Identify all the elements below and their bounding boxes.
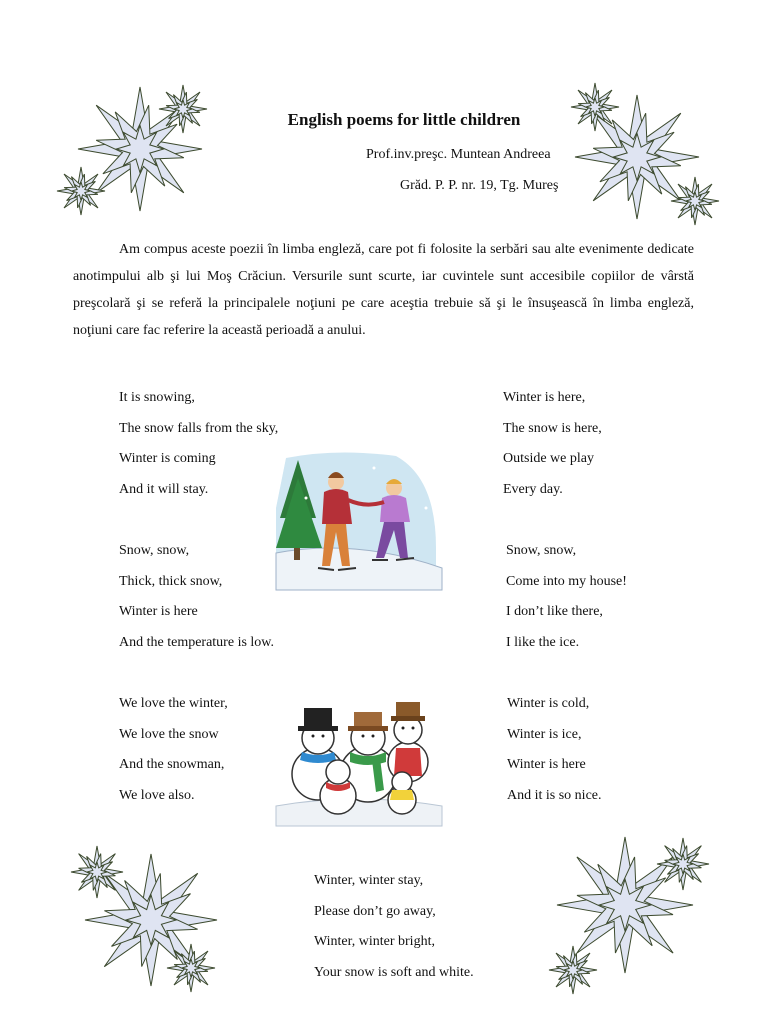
poem-line: We love the winter, — [119, 696, 228, 711]
poem-line: Winter is here — [507, 757, 586, 773]
poem-line: I like the ice. — [506, 634, 580, 650]
poem-stanza-left-3 — [119, 689, 228, 811]
poem-line: I don’t like there, — [506, 604, 603, 620]
poem-line: Your snow is soft and white. — [314, 964, 474, 980]
snowflake-icon-top-right — [565, 85, 725, 225]
poem-line: Winter is cold, — [507, 696, 590, 711]
poem-line: Snow, snow, — [506, 543, 577, 558]
poem-line: It is snowing, — [119, 390, 195, 405]
poem-stanza-right-3 — [507, 689, 602, 811]
poem-line: Thick, thick snow, — [119, 573, 223, 589]
snowflake-star — [126, 895, 176, 945]
snowflake-star — [72, 182, 90, 200]
poem-line: And it will stay. — [119, 481, 209, 497]
poem-line: The snow falls from the sky, — [119, 420, 279, 436]
snowflake-star — [87, 862, 107, 882]
snowflake-star — [673, 854, 693, 874]
poem-line: Winter is here — [119, 604, 198, 620]
poem-line: Every day. — [503, 481, 563, 497]
poem-stanza-right-2 — [506, 536, 627, 658]
poem-line: Please don’t go away, — [314, 903, 436, 919]
poem-line: And it is so nice. — [507, 787, 602, 803]
snowmen-family-illustration — [276, 696, 442, 826]
poem-line: And the temperature is low. — [119, 634, 274, 650]
poem-stanza-left-2 — [119, 536, 274, 658]
snowflake-star — [599, 879, 651, 931]
poem-line: Winter, winter bright, — [314, 934, 435, 950]
poem-line: Snow, snow, — [119, 543, 190, 558]
poem-line: Come into my house! — [506, 573, 627, 589]
poem-line: Winter is ice, — [507, 726, 582, 742]
poem-line: We love the snow — [119, 726, 219, 742]
snowflake-star — [564, 961, 582, 979]
snowflake-star — [613, 133, 660, 180]
snowflake-icon-bottom-right — [545, 810, 720, 995]
poem-stanza-right-1 — [503, 383, 602, 505]
poem-line: The snow is here, — [503, 420, 602, 436]
snowflake-icon-bottom-left — [65, 820, 235, 1000]
poem-line: Winter is here, — [503, 390, 586, 405]
poem-stanza-bottom — [314, 866, 474, 988]
snowflake-star — [182, 959, 200, 977]
poem-line: Winter is coming — [119, 451, 216, 467]
snowflake-star — [686, 192, 704, 210]
poem-line: And the snowman, — [119, 757, 225, 773]
snowflake-icon-top-left — [55, 85, 225, 220]
intro-text: Am compus aceste poezii în limba engleză, care pot fi folosite la serbări sau alte evenimente dedicate anotimpului alb şi lui Moş Crăciun. Versurile sunt scurte, iar cuvintele sunt accesibile copiilor de vârstă preşcolară şi se referă la principalele noţiuni pe care aceştia trebuie să şi le însuşească în limba engleză, noţiuni care fac referire la această perioadă a anului. — [73, 242, 694, 338]
snowflake-star — [116, 125, 163, 172]
school-line: Grăd. P. P. nr. 19, Tg. Mureş — [400, 178, 559, 193]
poem-stanza-left-1 — [119, 383, 278, 505]
poem-line: We love also. — [119, 787, 195, 803]
skaters-illustration — [276, 448, 442, 590]
intro-paragraph — [73, 236, 694, 344]
poem-line: Winter, winter stay, — [314, 873, 424, 888]
poem-line: Outside we play — [503, 451, 594, 467]
page-title: English poems for little children — [287, 110, 521, 129]
author-line: Prof.inv.preşc. Muntean Andreea — [366, 147, 551, 162]
